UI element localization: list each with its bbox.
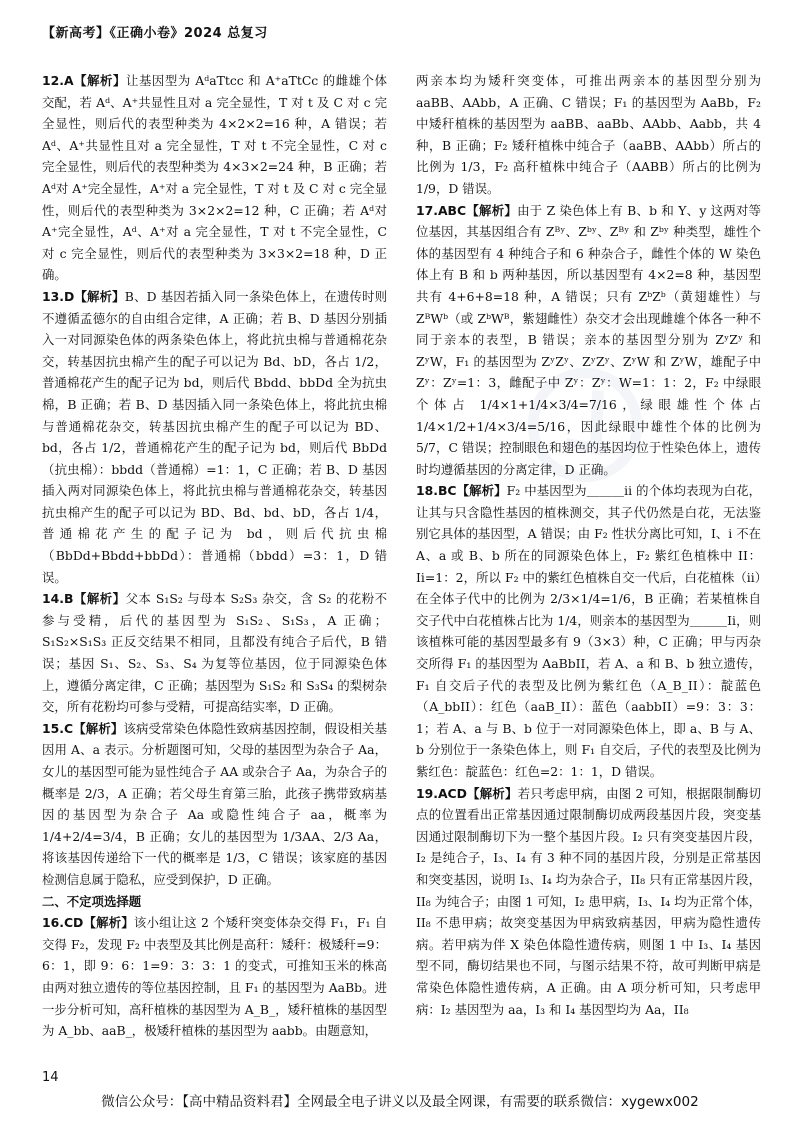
answer-item-17 [416,200,761,481]
item-text: 若只考虑甲病，由图 2 可知，根据限制酶切点的位置看出正常基因通过限制酶切成两段基因片段，突变基因通过限制酶切下为一整个基因片段。I₂ 只有突变基因片段，I₂ 是纯合子，I₃、I₄ 有 3 种不同的基因片段，分别是正常基因和突变基因，说明 I₃、I₄ 均为杂合子，II₈ 只有正常基因片段，II₈ 为纯合子；由图 1 可知，I₂ 患甲病，I₃、I₄ 均为正常个体，II₈ 不患甲病；故突变基因为甲病致病基因，甲病为隐性遗传病。若甲病为伴 X 染色体隐性遗传病，则图 1 中 I₃、I₄ 基因型不同，酶切结果也不同，与图示结果不符，故可判断甲病是常染色体隐性遗传病，A 正确。由 A 项分析可知，只考虑甲病：I₂ 基因型为 aa，I₃ 和 I₄ 基因型均为 Aa，II₈ [416,785,762,1017]
item-number: 18. [416,483,438,499]
analysis-tag: 【解析】 [456,483,507,499]
answer-item-18 [416,480,761,782]
answer-item-19 [416,783,761,1021]
analysis-tag: 【解析】 [73,73,126,88]
item-number: 13. [42,288,64,304]
answer-item-16 [42,912,387,1042]
item-number: 17. [416,202,438,218]
item-answer: B [63,591,74,607]
analysis-tag: 【解析】 [73,591,126,607]
item-text: 由于 Z 染色体上有 B、b 和 Y、y 这两对等位基因，其基因组合有 Zᴮʸ、Zᵇʸ、Zᴮʸ 和 Zᵇʸ 种类型，雄性个体的基因型有 4 种纯合子和 6 种杂合子，雌性个体的 W 染色体上有 B 和 b 两种基因，所以基因型有 4×2=8 种，基因型共有 4+6+8=18 种，A 错误；只有 ZᵇZᵇ（黄翅雄性）与 ZᴮWᵇ（或 ZᵇWᴮ，紫翅雌性）杂交才会出现雌雄个体各一种不同于亲本的表型，B 错误；亲本的基因型分别为 ZʸZʸ 和 ZʸW，F₁ 的基因型为 ZʸZʸ、ZʸZʸ、ZʸW 和 ZʸW，雄配子中 Zʸ：Zʸ=1：3，雌配子中 Zʸ：Zʸ：W=1：1：2，F₂ 中绿眼个体占 1/4×1+1/4×3/4=7/16，绿眼雄性个体占 1/4×1/2+1/4×3/4=5/16，因此绿眼中雄性个体的比例为 5/7，C 错误；控制眼色和翅色的基因均位于性染色体上，遗传时均遵循基因的分离定律，D 正确。 [416,202,762,477]
analysis-tag: 【解析】 [466,202,518,218]
answer-item-15 [42,718,387,891]
item-text: 该病受常染色体隐性致病基因控制，假设相关基因用 A、a 表示。分析题图可知，父母的基因型为杂合子 Aa，女儿的基因型可能为显性纯合子 AA 或杂合子 Aa，为杂合子的概率是 2/3，A 正确；若父母生育第三胎，此孩子携带致病基因的基因型为杂合子 Aa 或隐性纯合子 aa，概率为 1/4+2/4=3/4，B 正确；女儿的基因型为 1/3AA、2/3 Aa，将该基因传递给下一代的概率是 1/3，C 错误；该家庭的基因检测信息属于隐私，应受到保护，D 正确。 [42,720,388,887]
item-number: 16. [42,915,64,931]
item-text: 该小组让这 2 个矮秆突变体杂交得 F₁，F₁ 自交得 F₂，发现 F₂ 中表型及其比例是高秆：矮秆：极矮秆=9：6：1，即 9：6：1=9：3：3：1 的变式，可推知玉米的株高由两对独立遗传的等位基因控制，且 F₁ 的基因型为 AaBb。进一步分析可知，高秆植株的基因型为 A_B_，矮秆植株的基因型为 A_bb、aaB_，极矮秆植株的基因型为 aabb。由题意知， [42,915,387,1039]
analysis-tag: 【解析】 [466,785,518,801]
analysis-tag: 【解析】 [83,915,134,931]
answer-item-14 [42,588,387,718]
item-text: F₂ 中基因型为＿＿＿ii 的个体均表现为白花，让其与只含隐性基因的植株测交，其子代仍然是白花，无法鉴别它具体的基因型，A 错误；由 F₂ 性状分离比可知，I、i 不在 A、a 或 B、b 所在的同源染色体上，F₂ 紫红色植株中 II：Ii=1：2，所以 F₂ 中的紫红色植株自交一代后，白花植株（ii）在全体子代中的比例为 2/3×1/4=1/6，B 正确；若某植株自交子代中白花植株占比为 1/4，则亲本的基因型为＿＿＿Ii，则该植株可能的基因型最多有 9（3×3）种，C 正确；甲与丙杂交所得 F₁ 的基因型为 AaBbII，若 A、a 和 B、b 独立遗传，F₁ 自交后子代的表型及比例为紫红色（A_B_II）：靛蓝色（A_bbII）：红色（aaB_II）：蓝色（aabbII）=9：3：3：1；若 A、a 与 B、b 位于一对同源染色体上，即 a、B 与 A、b 分别位于一条染色体上，则 F₁ 自交后，子代的表型及比例为紫红色：靛蓝色：红色=2：1：1，D 错误。 [416,483,761,779]
item-answer: ABC [437,202,467,218]
item-answer: C [63,720,74,736]
section-title: 二、不定项选择题 [42,893,142,909]
item-number: 12. [42,73,64,88]
answer-item-16-continued: 两亲本均为矮秆突变体，可推出两亲本的基因型分别为 aaBB、AAbb，A 正确、C 错误；F₁ 的基因型为 AaBb，F₂ 中矮秆植株的基因型为 aaBB、aaBb、AAbb、Aabb，共 4 种，B 正确；F₂ 矮秆植株中纯合子（aaBB、AAbb）所占的比例为 1/3，F₂ 高秆植株中纯合子（AABB）所占的比例为 1/9，D 错误。 [416,73,761,196]
item-answer: ACD [437,785,467,801]
page-number: 14 [42,1070,59,1085]
answer-item-12 [42,70,387,286]
item-number: 15. [42,720,64,736]
item-answer: CD [63,915,84,931]
item-text: B、D 基因若插入同一条染色体上，在遗传时则不遵循孟德尔的自由组合定律，A 正确；若 B、D 基因分别插入一对同源染色体的两条染色体上，将此抗虫棉与普通棉花杂交，转基因抗虫棉产生的配子可以记为 Bd、bD，各占 1/2，普通棉花产生的配子记为 bd，则后代 Bbdd、bbDd 全为抗虫棉，B 正确；若 B、D 基因插入同一条染色体上，将此抗虫棉与普通棉花杂交，转基因抗虫棉产生的配子可以记为 BD、bd，各占 1/2，普通棉花产生的配子记为 bd，则后代 BbDd（抗虫棉）：bbdd（普通棉）=1：1，C 正确；若 B、D 基因插入两对同源染色体上，将此抗虫棉与普通棉花杂交，转基因抗虫棉产生的配子可以记为 BD、Bd、bd、bD，各占 1/4，普通棉花产生的配子记为 bd，则后代抗虫棉（BbDd+Bbdd+bbDd）：普通棉（bbdd）=3：1，D 错误。 [42,288,388,585]
analysis-tag: 【解析】 [73,720,124,736]
right-column [416,70,761,1020]
item-text: 让基因型为 AᵈaTtcc 和 A⁺aTtCc 的雌雄个体交配，若 Aᵈ、A⁺共显性且对 a 完全显性，T 对 t 及 C 对 c 完全显性，则后代的表型种类为 4×2×2=16 种，A 错误；若 Aᵈ、A⁺共显性且对 a 完全显性，T 对 t 不完全显性，C 对 c 完全显性，则后代的表型种类为 4×3×2=24 种，B 正确；若 Aᵈ对 A⁺完全显性，A⁺对 a 完全显性，T 对 t 及 C 对 c 完全显性，则后代的表型种类为 3×2×2=12 种，C 正确；若 Aᵈ对 A⁺完全显性，Aᵈ、A⁺对 a 完全显性，T 对 t 不完全显性，C 对 c 完全显性，则后代的表型种类为 3×3×2=18 种，D 正确。 [42,73,388,283]
footer-text: 微信公众号：【高中精品资料君】全网最全电子讲义以及最全网课，有需要的联系微信：xygewx002 [101,1094,699,1110]
item-answer: A [63,73,74,88]
item-number: 19. [416,785,438,801]
answer-item-13 [42,286,387,588]
item-number: 14. [42,591,64,607]
page-header: 【新高考】《正确小卷》2024 总复习 [42,26,268,41]
item-text: 父本 S₁S₂ 与母本 S₂S₃ 杂交，含 S₂ 的花粉不参与受精，后代的基因型为 S₁S₂、S₁S₃，A 正确；S₁S₂×S₁S₃ 正反交结果不相同，且都没有纯合子后代，B 错误；基因 S₁、S₂、S₃、S₄ 为复等位基因，位于同源染色体上，遵循分离定律，C 正确；基因型为 S₁S₂ 和 S₃S₄ 的梨树杂交，所有花粉均可参与受精，可提高结实率，D 正确。 [42,591,387,715]
item-answer: BC [437,483,457,499]
left-column [42,70,387,1042]
item-answer: D [63,288,75,304]
analysis-tag: 【解析】 [74,288,125,304]
